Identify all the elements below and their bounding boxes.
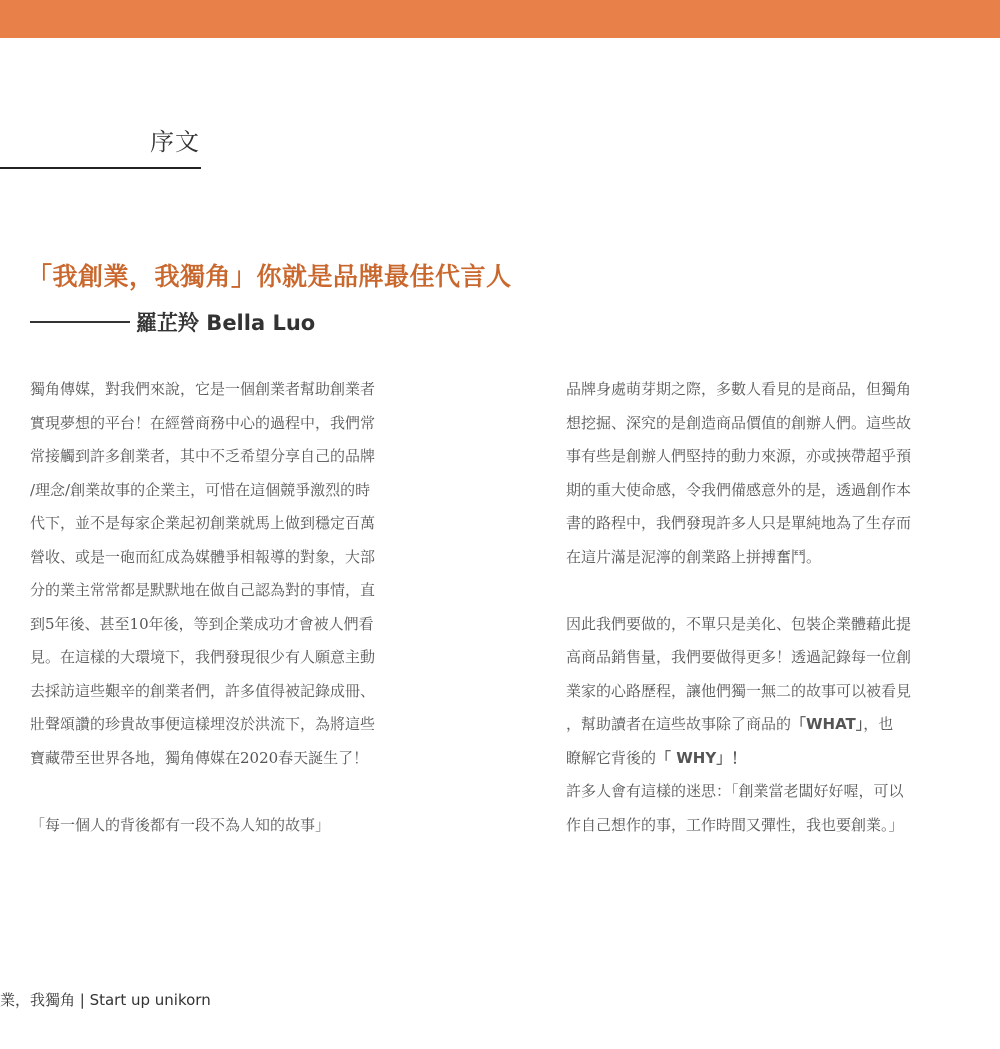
paragraph-line: 作自己想作的事，工作時間又彈性，我也要創業。」: [566, 815, 904, 834]
section-title: 序文: [150, 128, 200, 156]
paragraph-line: 許多人會有這樣的迷思：「創業當老闆好好喔，可以: [566, 782, 904, 800]
paragraph-line: 代下，並不是每家企業起初創業就馬上做到穩定百萬: [30, 514, 376, 532]
paragraph-line: [566, 742, 966, 776]
top-accent-bar: [0, 0, 1000, 38]
paragraph-gap: [566, 574, 966, 608]
left-text-column: [30, 373, 425, 842]
paragraph-line: 分的業主常常都是默默地在做自己認為對的事情，直: [30, 581, 376, 599]
why-highlight: 「 WHY」！: [656, 748, 747, 767]
paragraph-line: 高商品銷售量，我們要做得更多！透過記錄每一位創: [566, 648, 912, 666]
paragraph-line: 營收、或是一砲而紅成為媒體爭相報導的對象，大部: [30, 547, 376, 566]
paragraph-line: 實現夢想的平台！在經營商務中心的過程中，我們常: [30, 413, 376, 432]
paragraph-line: 到5年後、甚至10年後，等到企業成功才會被人們看: [30, 614, 374, 633]
paragraph-line: 在這片滿是泥濘的創業路上拼搏奮鬥。: [566, 547, 822, 566]
page-footer: 業，我獨角 | Start up unikorn: [0, 991, 211, 1009]
paragraph-line: 書的路程中，我們發現許多人只是單純地為了生存而: [566, 514, 912, 532]
author-name: 羅芷羚 Bella Luo: [136, 311, 316, 335]
paragraph-line: 事有些是創辦人們堅持的動力來源，亦或挾帶超乎預: [566, 447, 912, 465]
right-text-column: [566, 373, 966, 842]
paragraph-line: 品牌身處萌芽期之際，多數人看見的是商品，但獨角: [566, 380, 912, 398]
paragraph-line: 常接觸到許多創業者，其中不乏希望分享自己的品牌: [30, 447, 376, 465]
paragraph-line: 因此我們要做的，不單只是美化、包裝企業體藉此提: [566, 614, 912, 633]
paragraph-line: 期的重大使命感，令我們備感意外的是，透過創作本: [566, 480, 912, 499]
paragraph-line: 去採訪這些艱辛的創業者們，許多值得被記錄成冊、: [30, 681, 376, 700]
byline-dash: [30, 321, 130, 323]
line-text: ，也: [863, 715, 894, 733]
byline: [30, 307, 315, 337]
paragraph-line: [566, 708, 966, 742]
section-underline: [0, 167, 201, 169]
paragraph-line: 想挖掘、深究的是創造商品價值的創辦人們。這些故: [566, 413, 912, 432]
paragraph-line: 獨角傳媒，對我們來說，它是一個創業者幫助創業者: [30, 380, 376, 398]
paragraph-line: 壯聲頌讚的珍貴故事便這樣埋沒於洪流下，為將這些: [30, 715, 376, 733]
paragraph-line: 寶藏帶至世界各地，獨角傳媒在2020春天誕生了！: [30, 748, 369, 767]
paragraph-line: 業家的心路歷程，讓他們獨一無二的故事可以被看見: [566, 681, 912, 700]
paragraph-line: /理念/創業故事的企業主，可惜在這個競爭激烈的時: [30, 480, 371, 499]
what-highlight: 「WHAT」: [791, 715, 864, 733]
paragraph-line: 見。在這樣的大環境下，我們發現很少有人願意主動: [30, 648, 376, 666]
line-text: 瞭解它背後的: [566, 748, 657, 767]
article-headline: 「我創業，我獨角」你就是品牌最佳代言人: [27, 262, 512, 291]
pull-quote: 「每一個人的背後都有一段不為人知的故事」: [30, 815, 331, 834]
line-text: ，幫助讀者在這些故事除了商品的: [566, 715, 792, 733]
